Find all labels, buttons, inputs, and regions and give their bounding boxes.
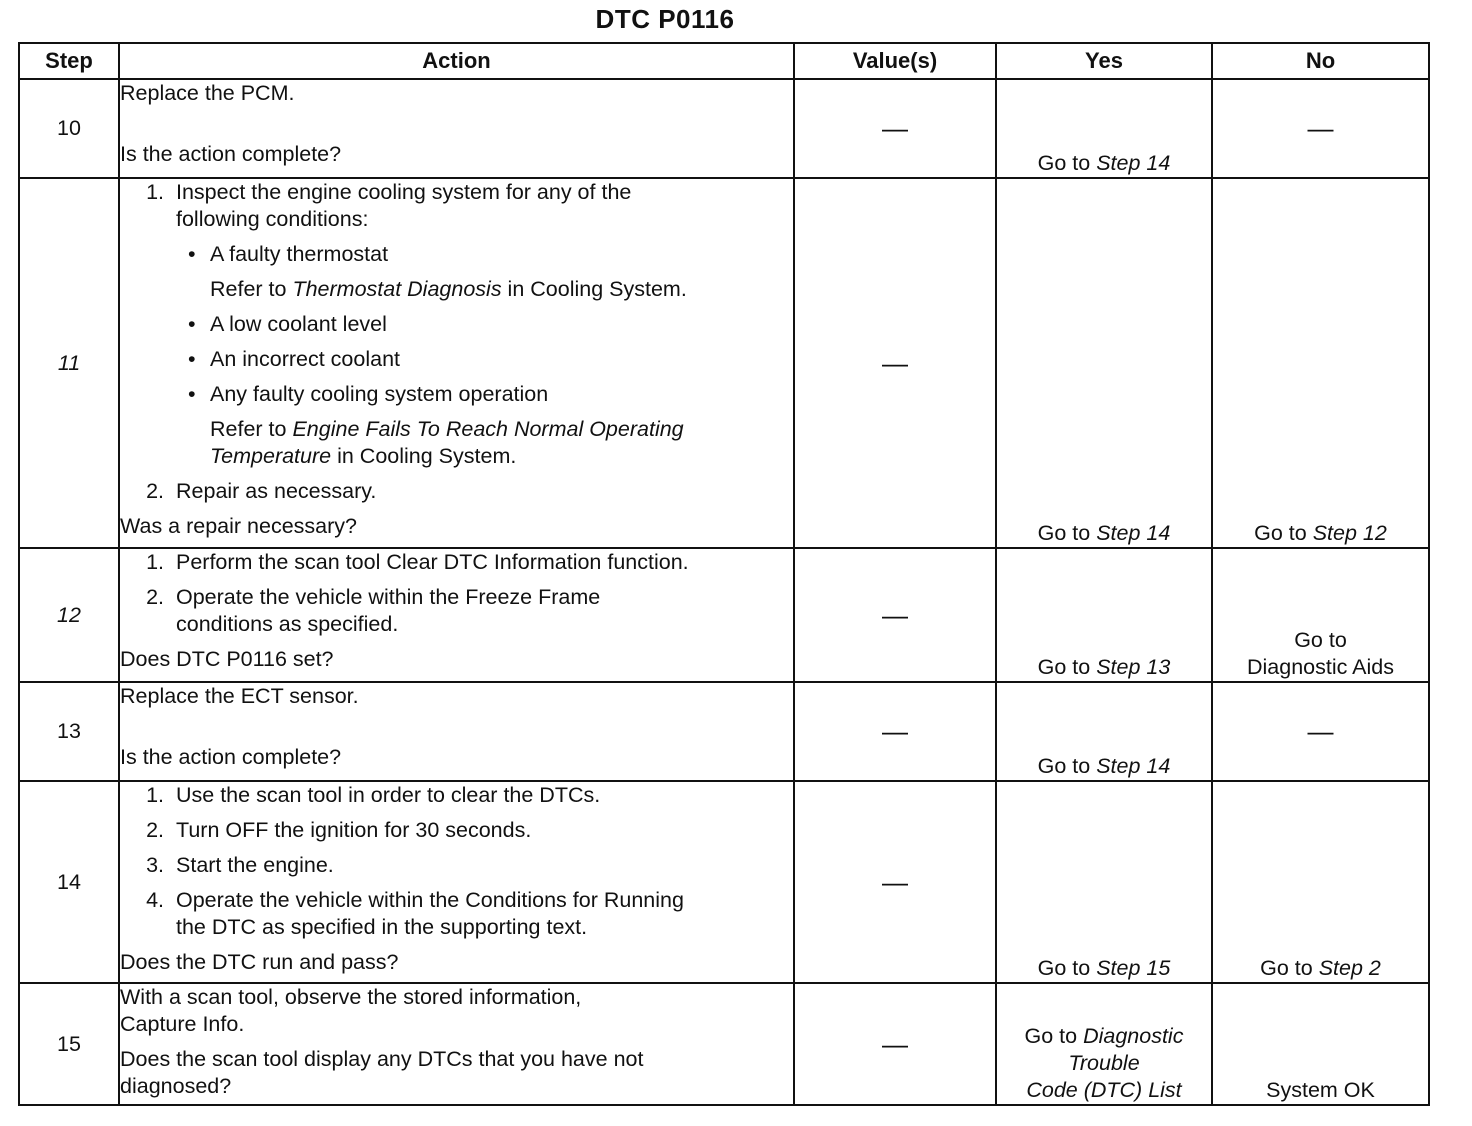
action-text: Inspect the engine cooling system for any of the (176, 180, 632, 204)
action-cell (119, 983, 794, 1105)
action-text: Turn OFF the ignition for 30 seconds. (176, 818, 532, 842)
action-text: Replace the ECT sensor. (120, 684, 359, 708)
action-cell (119, 682, 794, 781)
value-cell: — (794, 983, 996, 1105)
header-step: Step (19, 43, 119, 79)
no-cell: Go to Step 12 (1212, 178, 1429, 548)
yes-link[interactable]: Step 14 (1096, 754, 1171, 779)
item-number: 4. (146, 888, 164, 912)
step-number: 11 (19, 178, 119, 548)
action-cell (119, 79, 794, 178)
yes-cell: Go to Diagnostic Trouble Code (DTC) List (996, 983, 1212, 1105)
bullet-icon: • (188, 382, 196, 406)
condition-text: Any faulty cooling system operation (210, 382, 549, 406)
reference-link[interactable]: Thermostat Diagnosis (292, 277, 502, 301)
item-number: 2. (146, 818, 164, 842)
action-text: Perform the scan tool Clear DTC Information function. (176, 550, 689, 574)
item-number: 2. (146, 479, 164, 503)
header-no: No (1212, 43, 1429, 79)
header-yes: Yes (996, 43, 1212, 79)
no-link[interactable]: Diagnostic Aids (1247, 655, 1394, 680)
yes-link[interactable]: Diagnostic (1083, 1024, 1184, 1049)
action-question: Was a repair necessary? (120, 514, 357, 538)
table-row (19, 682, 1429, 781)
action-text: Start the engine. (176, 853, 334, 877)
item-number: 1. (146, 180, 164, 204)
action-text: Replace the PCM. (120, 81, 295, 105)
reference-link[interactable]: Engine Fails To Reach Normal Operating (292, 417, 684, 441)
yes-cell: Go to Step 15 (996, 781, 1212, 983)
diagnostic-table (18, 42, 1430, 1106)
table-row (19, 548, 1429, 682)
action-text: conditions as specified. (176, 612, 399, 636)
yes-link[interactable]: Step 14 (1096, 521, 1171, 546)
yes-cell (996, 79, 1212, 178)
no-link[interactable]: Step 2 (1318, 956, 1381, 981)
step-number: 12 (19, 548, 119, 682)
action-question: Does DTC P0116 set? (120, 647, 334, 671)
bullet-icon: • (188, 242, 196, 266)
value-cell: — (794, 781, 996, 983)
yes-link[interactable]: Step 14 (1096, 151, 1171, 176)
condition-text: A low coolant level (210, 312, 387, 336)
value-cell: — (794, 79, 996, 178)
action-text: Repair as necessary. (176, 479, 377, 503)
reference-text: Refer to Engine Fails To Reach Normal Operating (210, 417, 684, 441)
bullet-icon: • (188, 347, 196, 371)
page-title: DTC P0116 (595, 4, 735, 34)
action-text: Capture Info. (120, 1012, 245, 1036)
action-question: Is the action complete? (120, 745, 342, 769)
yes-link[interactable]: Trouble (1068, 1051, 1140, 1076)
table-row (19, 983, 1429, 1105)
table-row (19, 79, 1429, 178)
value-cell: — (794, 178, 996, 548)
action-text: Operate the vehicle within the Conditions for Running (176, 888, 684, 912)
step-number: 15 (19, 983, 119, 1105)
action-cell (119, 781, 794, 983)
step-number: 10 (19, 79, 119, 178)
table-row (19, 781, 1429, 983)
action-cell: 1. Inspect the engine cooling system for any of the following conditions: • A faulty thermostat Refer to Thermostat Diagnosis in Cooling System. • A low coolant level • An incorrect coolant • Any faulty cooling system operation Refer to Engine Fails To Reach Normal Operating Temperature in Cooling System. 2. Repair as necessary. Was a repair necessary? (119, 178, 794, 548)
action-text: With a scan tool, observe the stored information, (120, 985, 582, 1009)
no-cell: Go to Diagnostic Aids (1212, 548, 1429, 682)
item-number: 1. (146, 783, 164, 807)
action-text: Use the scan tool in order to clear the DTCs. (176, 783, 601, 807)
yes-cell: Go to Step 14 (996, 178, 1212, 548)
condition-text: An incorrect coolant (210, 347, 401, 371)
value-cell: — (794, 548, 996, 682)
yes-link[interactable]: Step 13 (1096, 655, 1171, 680)
step-number: 14 (19, 781, 119, 983)
no-cell: System OK (1212, 983, 1429, 1105)
reference-link[interactable]: Temperature (210, 444, 332, 468)
item-number: 2. (146, 585, 164, 609)
no-cell: Go to Step 2 (1212, 781, 1429, 983)
no-link[interactable]: Step 12 (1312, 521, 1387, 546)
yes-cell: Go to Step 13 (996, 548, 1212, 682)
yes-link[interactable]: Step 15 (1096, 956, 1171, 981)
action-text: Operate the vehicle within the Freeze Frame (176, 585, 601, 609)
action-text: the DTC as specified in the supporting text. (176, 915, 588, 939)
header-values: Value(s) (794, 43, 996, 79)
value-cell: — (794, 682, 996, 781)
item-number: 1. (146, 550, 164, 574)
action-question: Is the action complete? (120, 142, 342, 166)
action-question: Does the DTC run and pass? (120, 950, 399, 974)
condition-text: A faulty thermostat (210, 242, 389, 266)
reference-text: Refer to Thermostat Diagnosis in Cooling System. (210, 277, 687, 301)
action-question: diagnosed? (120, 1074, 232, 1098)
yes-cell: Go to Step 14 (996, 682, 1212, 781)
bullet-icon: • (188, 312, 196, 336)
action-text: following conditions: (176, 207, 369, 231)
item-number: 3. (146, 853, 164, 877)
table-header-row (19, 43, 1429, 79)
table-row (19, 178, 1429, 548)
header-action: Action (119, 43, 794, 79)
no-cell: — (1212, 79, 1429, 178)
step-number: 13 (19, 682, 119, 781)
yes-link[interactable]: Code (DTC) List (1026, 1078, 1182, 1103)
no-cell: — (1212, 682, 1429, 781)
action-cell (119, 548, 794, 682)
action-question: Does the scan tool display any DTCs that you have not (120, 1047, 644, 1071)
yes-text: Go to (1037, 151, 1097, 176)
